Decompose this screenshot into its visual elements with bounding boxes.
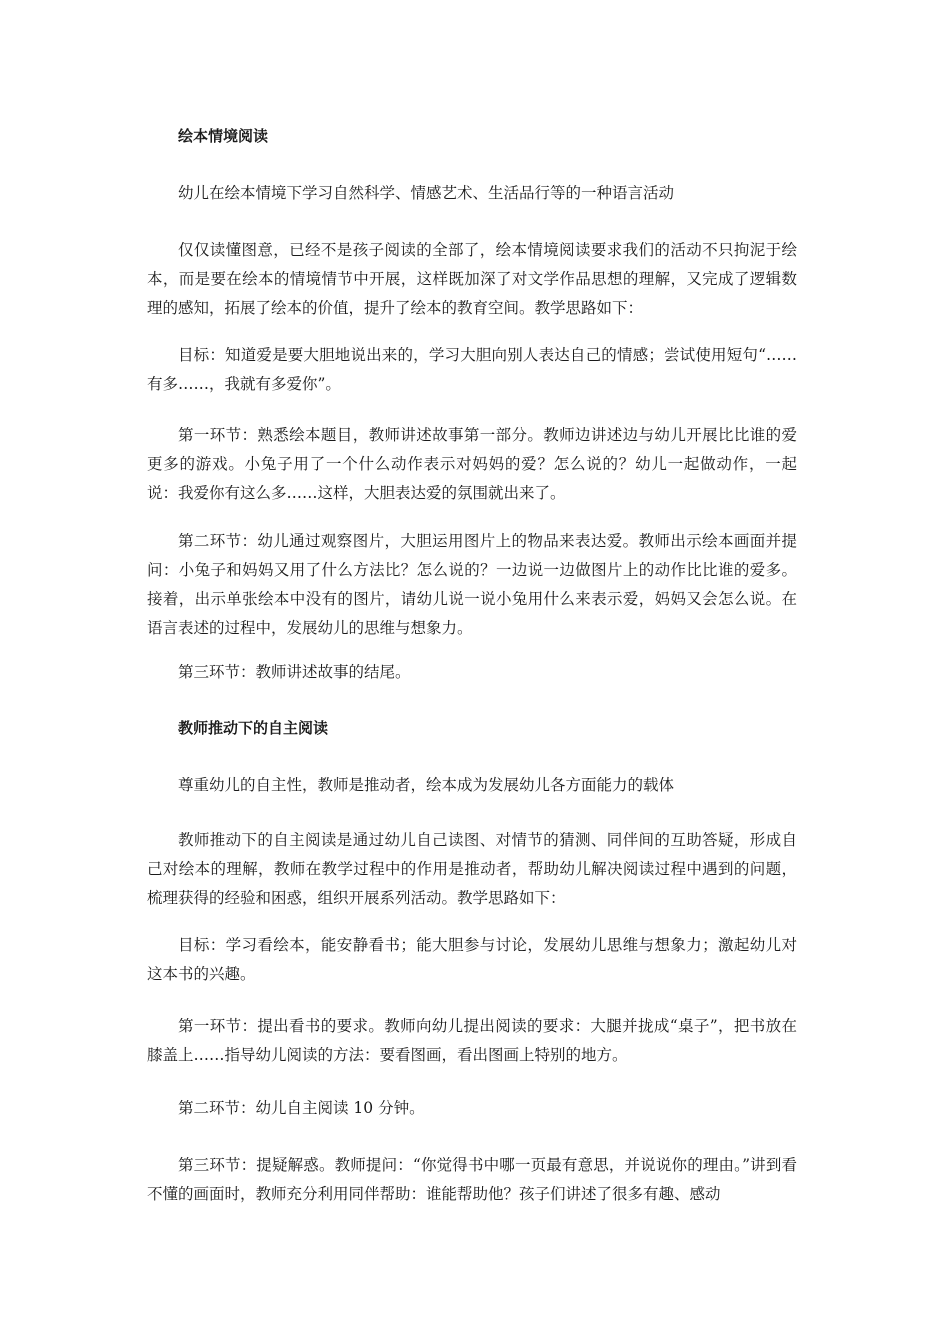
section2-step2-paragraph: 第二环节：幼儿自主阅读 10 分钟。	[178, 1099, 425, 1117]
section1-heading: 绘本情境阅读	[178, 127, 269, 145]
section2-intro-paragraph: 教师推动下的自主阅读是通过幼儿自己读图、对情节的猜测、同伴间的互助答疑，形成自己对绘本的理解，教师在教学过程中的作用是推动者，帮助幼儿解决阅读过程中遇到的问题，梳理获得的经验和困惑，组织开展系列活动。教学思路如下：	[147, 831, 797, 907]
section2-subtitle: 尊重幼儿的自主性，教师是推动者，绘本成为发展幼儿各方面能力的载体	[178, 776, 675, 794]
section1-intro-paragraph: 仅仅读懂图意，已经不是孩子阅读的全部了，绘本情境阅读要求我们的活动不只拘泥于绘本，而是要在绘本的情境情节中开展，这样既加深了对文学作品思想的理解，又完成了逻辑数理的感知，拓展了绘本的价值，提升了绘本的教育空间。教学思路如下：	[147, 241, 797, 317]
section1-step3-paragraph: 第三环节：教师讲述故事的结尾。	[178, 663, 411, 681]
section2-step1-paragraph: 第一环节：提出看书的要求。教师向幼儿提出阅读的要求：大腿并拢成“桌子”，把书放在膝盖上……指导幼儿阅读的方法：要看图画，看出图画上特别的地方。	[147, 1017, 797, 1064]
section1-step1-paragraph: 第一环节：熟悉绘本题目，教师讲述故事第一部分。教师边讲述边与幼儿开展比比谁的爱更多的游戏。小兔子用了一个什么动作表示对妈妈的爱？怎么说的？幼儿一起做动作，一起说：我爱你有这么多……这样，大胆表达爱的氛围就出来了。	[147, 426, 797, 502]
section2-step3-paragraph: 第三环节：提疑解惑。教师提问：“你觉得书中哪一页最有意思，并说说你的理由。”讲到看不懂的画面时，教师充分利用同伴帮助：谁能帮助他？孩子们讲述了很多有趣、感动	[147, 1156, 797, 1203]
section1-subtitle: 幼儿在绘本情境下学习自然科学、情感艺术、生活品行等的一种语言活动	[178, 184, 675, 202]
section1-step2-paragraph: 第二环节：幼儿通过观察图片，大胆运用图片上的物品来表达爱。教师出示绘本画面并提问：小兔子和妈妈又用了什么方法比？怎么说的？一边说一边做图片上的动作比比谁的爱多。接着，出示单张绘本中没有的图片，请幼儿说一说小兔用什么来表示爱，妈妈又会怎么说。在语言表述的过程中，发展幼儿的思维与想象力。	[147, 532, 797, 637]
section2-goal-paragraph: 目标：学习看绘本，能安静看书；能大胆参与讨论，发展幼儿思维与想象力；激起幼儿对这本书的兴趣。	[147, 936, 797, 983]
section2-heading: 教师推动下的自主阅读	[178, 719, 329, 737]
section1-goal-paragraph: 目标：知道爱是要大胆地说出来的，学习大胆向别人表达自己的情感；尝试使用短句“……有多……，我就有多爱你”。	[147, 346, 797, 393]
